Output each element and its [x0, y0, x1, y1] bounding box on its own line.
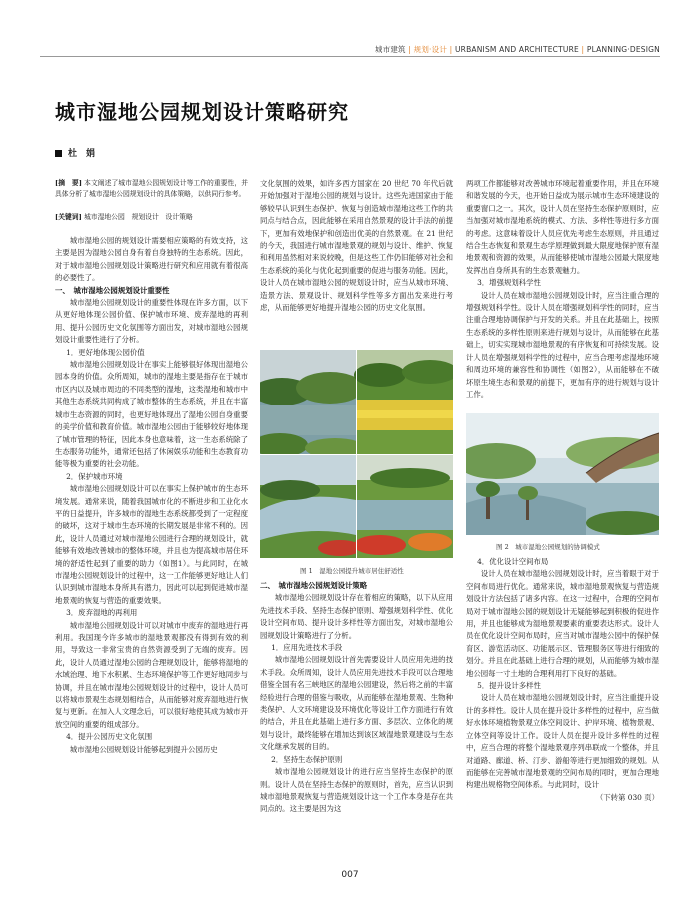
header-part4: PLANNING·DESIGN [586, 45, 660, 54]
column-3-top [466, 178, 659, 401]
figure-2-caption: 图 2 城市湿地公园规划的协调模式 [496, 543, 600, 551]
column-2-top [260, 178, 453, 314]
paragraph: 城市湿地公园规划设计的进行应当坚持生态保护的原则。设计人员在坚持生态保护的原则时，首先，应当认识到城市湿地景观恢复与营造规划设计这一个工作本身是存在共同点的。这主要是因为这 [260, 767, 453, 814]
paragraph: 城市湿地公园规划设计存在着相应的策略，以下从应用先进技术手段、坚持生态保护原则、增强规划科学性、优化设计空间布局、提升设计多样性等方面出发，对城市湿地公园规划设计策略进行了分析。 [260, 593, 453, 640]
paragraph: 城市湿地公园规划设计能够起到提升公园历史 [69, 744, 218, 754]
wetland-rendering [466, 413, 659, 535]
wetland-photo-collage [260, 350, 453, 558]
subsection-heading: 1．更好地体现公园价值 [66, 347, 145, 357]
paragraph: 设计人员在城市湿地公园规划设计时，应当着眼于对于空间布局进行优化。通常来说，城市湿地景观恢复与营造规划设计方法包括了诸多内容。在这一过程中，合理的空间布局对于城市湿地公园的规划设计无疑能够起到积极的促进作用，并且也能够成为湿地景观要素的重要表达形式。设计人员在优化设计空间布局时，应当对城市湿地公园中的保护保育区、游览活动区、功能展示区、管理服务区等进行细致的划分。并且在此基础上进行合理的规划，从而能够为城市湿地公园每一寸土地的合理利用打下良好的基础。 [466, 569, 659, 678]
abstract-label: [摘 要] [55, 179, 82, 187]
paragraph: 城市湿地公园规划设计的重要性体现在许多方面，以下从更好地体现公园价值、保护城市环境、废弃湿地的再利用、提升公园历史文化氛围等方面出发，对城市湿地公园规划设计重要性进行了分析。 [55, 298, 248, 345]
subsection-heading: 3．废弃湿地的再利用 [66, 608, 138, 618]
header-sep-3: | [581, 45, 585, 54]
author-square-icon [55, 150, 62, 157]
subsection-heading: 4．提升公园历史文化氛围 [66, 732, 153, 742]
paragraph: 城市湿地公园规划设计在事实上能够很好体现出湿地公园本身的价值。众所周知，城市的湿地主要是指存在于城市市区内以及城市周边的不同类型的湿地，这类湿地和城市中其他生态系统共同构成了城市整体的生态系统，并且在丰富城市生态资源的同时，也更好地体现出了湿地公园自身重要的美学价值和教育价值。城市湿地公园由于能够较好地体现了城市管理的特征，因此本身也意味着，这一生态系统除了生态服务功能外，通常还包括了休闲娱乐功能和生态教育功能等极为重要的社会功能。 [55, 360, 248, 469]
subsection-heading: 3．增强规划科学性 [477, 278, 541, 288]
column-1 [55, 178, 248, 756]
author-name: 杜 娟 [68, 149, 96, 159]
paragraph: 城市湿地公园的规划设计需要相应策略的有效支持，这主要是因为湿地公园自身有着自身独特的生态系统。因此，对于城市湿地公园规划设计策略进行研究和应用就有着很高的必要性了。 [55, 236, 248, 283]
header-sep-2: | [449, 45, 453, 54]
continued-note: （下转第 030 页） [595, 792, 659, 802]
subsection-heading: 4．优化设计空间布局 [477, 557, 549, 566]
journal-header [375, 44, 660, 55]
paragraph: 城市湿地公园规划设计可以在事实上保护城市的生态环境发展。通常来说，随着我国城市化的不断进步和工业化水平的日益提升，许多城市的湿地生态系统都受到了一定程度的破坏，这对于城市生态环境的长期发展是非常不利的。因此，设计人员通过对城市湿地公园进行合理的规划设计，就能够有效地改善城市的整体环境，并且也为提高城市居住环境的舒适性起到了重要的助力（如图1）。与此同时，在城市湿地公园规划设计的过程中，这一工作能够更好地让人们认识到城市湿地本身所具有潜力，因此可以起到促进城市湿地景观的恢复与营造的重要效果。 [55, 484, 248, 605]
subsection-heading: 1．应用先进技术手段 [271, 643, 343, 653]
keywords [55, 212, 248, 223]
header-part1: 城市建筑 [374, 45, 406, 54]
abstract-text: 本文阐述了城市湿地公园规划设计等工作的重要性，并具体分析了城市湿地公园规划设计的具体策略，以供同行参考。 [55, 179, 248, 198]
header-part2: 规划·设计 [413, 45, 448, 54]
header-rule [40, 56, 660, 57]
subsection-heading: 5．提升设计多样性 [477, 681, 541, 691]
paragraph: 城市湿地公园规划设计首先需要设计人员应用先进的技术手段。众所周知，设计人员应用先进技术手段可以合理地借鉴全国有名三峡地区的湿地公园建设，然后将之前的丰富经验进行合理的借鉴与吸收，从而能够在湿地景观、生物种类保护、人文环境建设及环境优化等设计工作方面进行有效的结合，并且在此基础上进行多方面、多层次、立体化的规划与设计，最终能够在增加达到该区域湿地景观建设与生态文化继承发展的目的。 [260, 655, 453, 752]
author-line [55, 146, 95, 159]
figure-1-photo [260, 350, 453, 558]
paragraph: 文化氛围的效果，如许多西方国家在 20 世纪 70 年代后就开始加强对于湿地公园的规划与设计。这些先进国家由于能够较早认识到生态保护、恢复与创造城市湿地这些工作的共同点与结合点，因此能够在采用自然景观的设计手法的前提下，更加有效地保护和创造出优美的自然景观。在 21 世纪的今天，我国进行城市湿地景观的规划与设计、维护、恢复和利用虽然相对来说较晚，但是这些工作仍旧能够对社会和生态系统的美化与优化起到重要的促进与服务功能。因此，设计人员在城市湿地公园的规划设计时，应当从城市环境、造景方法、景观设计、规划科学性等多方面出发来进行考虑，从而能够更好地提升湿地公园的历史文化氛围。 [260, 179, 453, 313]
keywords-text: 城市湿地公园 规划设计 设计策略 [84, 213, 193, 221]
figure-2-photo [466, 413, 659, 535]
section-heading: 一、 城市湿地公园规划设计重要性 [55, 285, 170, 295]
abstract [55, 178, 248, 200]
header-sep: | [408, 45, 412, 54]
paragraph: 两项工作都能够对改善城市环境起着重要作用，并且在环境和谐发展的今天，也开始日益成为展示城市生态环境建设的重要窗口之一。其次，设计人员在坚持生态保护原则时，应当加强对城市湿地系统的模式、方法、多样性等进行多方面的考虑。这意味着设计人员应优先考虑生态原则，并且通过结合生态恢复和景观生态学原理做到最大限度地保护原有湿地景观和资源的效果，从而能够使城市湿地公园最大限度地发挥出自身所具有的生态景观魅力。 [466, 179, 659, 275]
paragraph: 城市湿地公园规划设计可以对城市中废弃的湿地进行再利用。我国现今许多城市的湿地景观都没有得到有效的利用，导致这一非常宝贵的自然资源受到了无端的废弃。因此，设计人员通过湿地公园的合理规划设计，能够将湿地的水域治理、地下水积累、生态环境保护等工作更好地同步与协调，并且在城市湿地公园规划设计的过程中，设计人员可以将城市景观生态规划相结合，从而能够对废弃湿地进行恢复与更新。在加入人文理念后，可以很好地使其成为城市开放空间的重要的组成部分。 [55, 620, 248, 729]
page-number: 007 [341, 870, 359, 880]
paragraph: 设计人员在城市湿地公园规划设计时，应当注重合理的增强规划科学性。设计人员在增强规划科学性的同时，应当注重合理地协调保护与开发的关系。并且在此基础上，按照生态系统的多样性原则来进行规划与设计，从而能够在此基础上，切实实现城市湿地景观的有序恢复和可持续发展。设计人员在增强规划科学性的过程中，应当合理考虑湿地环境和周边环境的兼容性和协调性（如图2），从而能够在不破坏原生境生态和景观的前提下，更加有序的进行规划与设计工作。 [466, 290, 659, 399]
subsection-heading: 2．保护城市环境 [66, 471, 123, 481]
keywords-label: [关键词] [55, 213, 82, 221]
section-heading: 二、 城市湿地公园规划设计策略 [260, 581, 368, 590]
column-3-bottom [466, 556, 659, 804]
figure-1-caption: 图 1 湿地公园提升城市居住舒适性 [300, 567, 404, 575]
paragraph: 设计人员在城市湿地公园规划设计时，应当注重提升设计的多样性。设计人员在提升设计多样性的过程中，应当做好水体环境植物景观立体空间设计、护岸环境、植物景观、立体空间等设计工作。设计人员在提升设计多样性的过程中，应当合理的将整个湿地景观序列串联成一个整体，并且对道路、廊道、桥、汀步、游船等进行更加细致的规划。从而能够在完善城市湿地景观的空间布局的同时，更加合理地构建出规格物空间体系。与此同时，设计 [466, 693, 659, 790]
subsection-heading: 2．坚持生态保护原则 [271, 754, 343, 764]
column-2-bottom [260, 580, 453, 816]
header-part3: URBANISM AND ARCHITECTURE [454, 45, 579, 54]
article-title: 城市湿地公园规划设计策略研究 [55, 100, 349, 124]
